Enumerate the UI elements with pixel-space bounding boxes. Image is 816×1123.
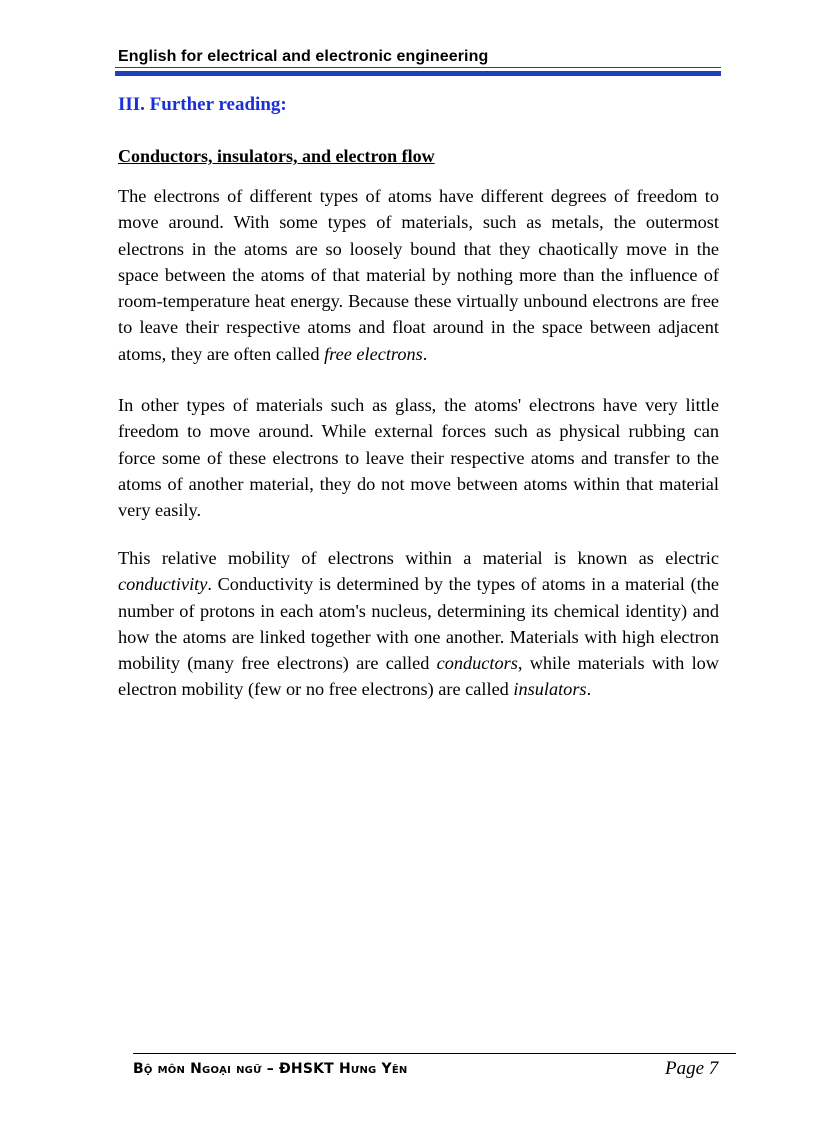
header-rule-thin — [115, 67, 721, 68]
paragraph-text: , while materials with low electron mobility (few or no free electrons) are called — [118, 653, 719, 700]
paragraph-text: . — [422, 343, 428, 364]
term-conductivity: conductivity — [118, 574, 208, 595]
paragraph-text: The electrons of different types of atoms have different degrees of freedom to move around. With some types of materials, such as metals, the outermost electrons in the atoms are so loosely bound that they chaotically move in the space between the atoms of that material by nothing more than the influence of room-temperature heat energy. Because these virtually unbound electrons are free to leave their respective atoms and float around in the space between adjacent atoms, they are often called — [118, 186, 719, 364]
term-free-electrons: free electrons — [324, 343, 423, 364]
paragraph-text: . Conductivity is determined by the types of atoms in a material (the number of protons in each atom's nucleus, determining its chemical identity) and how the atoms are linked together with one another. Materials with high electron mobility (many free electrons) are called — [118, 574, 719, 674]
footer-department: Bộ môn Ngoại ngữ – ĐHSKT Hưng Yên — [133, 1061, 408, 1077]
paragraph-conductivity — [118, 545, 719, 703]
paragraph-text: This relative mobility of electrons within a material is known as electric — [118, 548, 719, 568]
paragraph-text: In other types of materials such as glass, the atoms' electrons have very little freedom to move around. While external forces such as physical rubbing can force some of these electrons to leave their respective atoms and transfer to the atoms of another material, they do not move between atoms within that material very easily. — [118, 395, 719, 521]
term-conductors: conductors — [436, 653, 518, 674]
sub-heading: Conductors, insulators, and electron flow — [118, 146, 435, 166]
page-header-title: English for electrical and electronic engineering — [118, 48, 489, 65]
page-number: Page 7 — [665, 1058, 719, 1079]
paragraph-glass — [118, 392, 719, 523]
section-heading: III. Further reading: — [118, 94, 287, 115]
footer-rule — [133, 1053, 736, 1054]
term-insulators: insulators — [513, 679, 587, 700]
header-rule-thick — [115, 71, 721, 76]
paragraph-text: . — [586, 679, 592, 700]
paragraph-free-electrons — [118, 183, 719, 367]
